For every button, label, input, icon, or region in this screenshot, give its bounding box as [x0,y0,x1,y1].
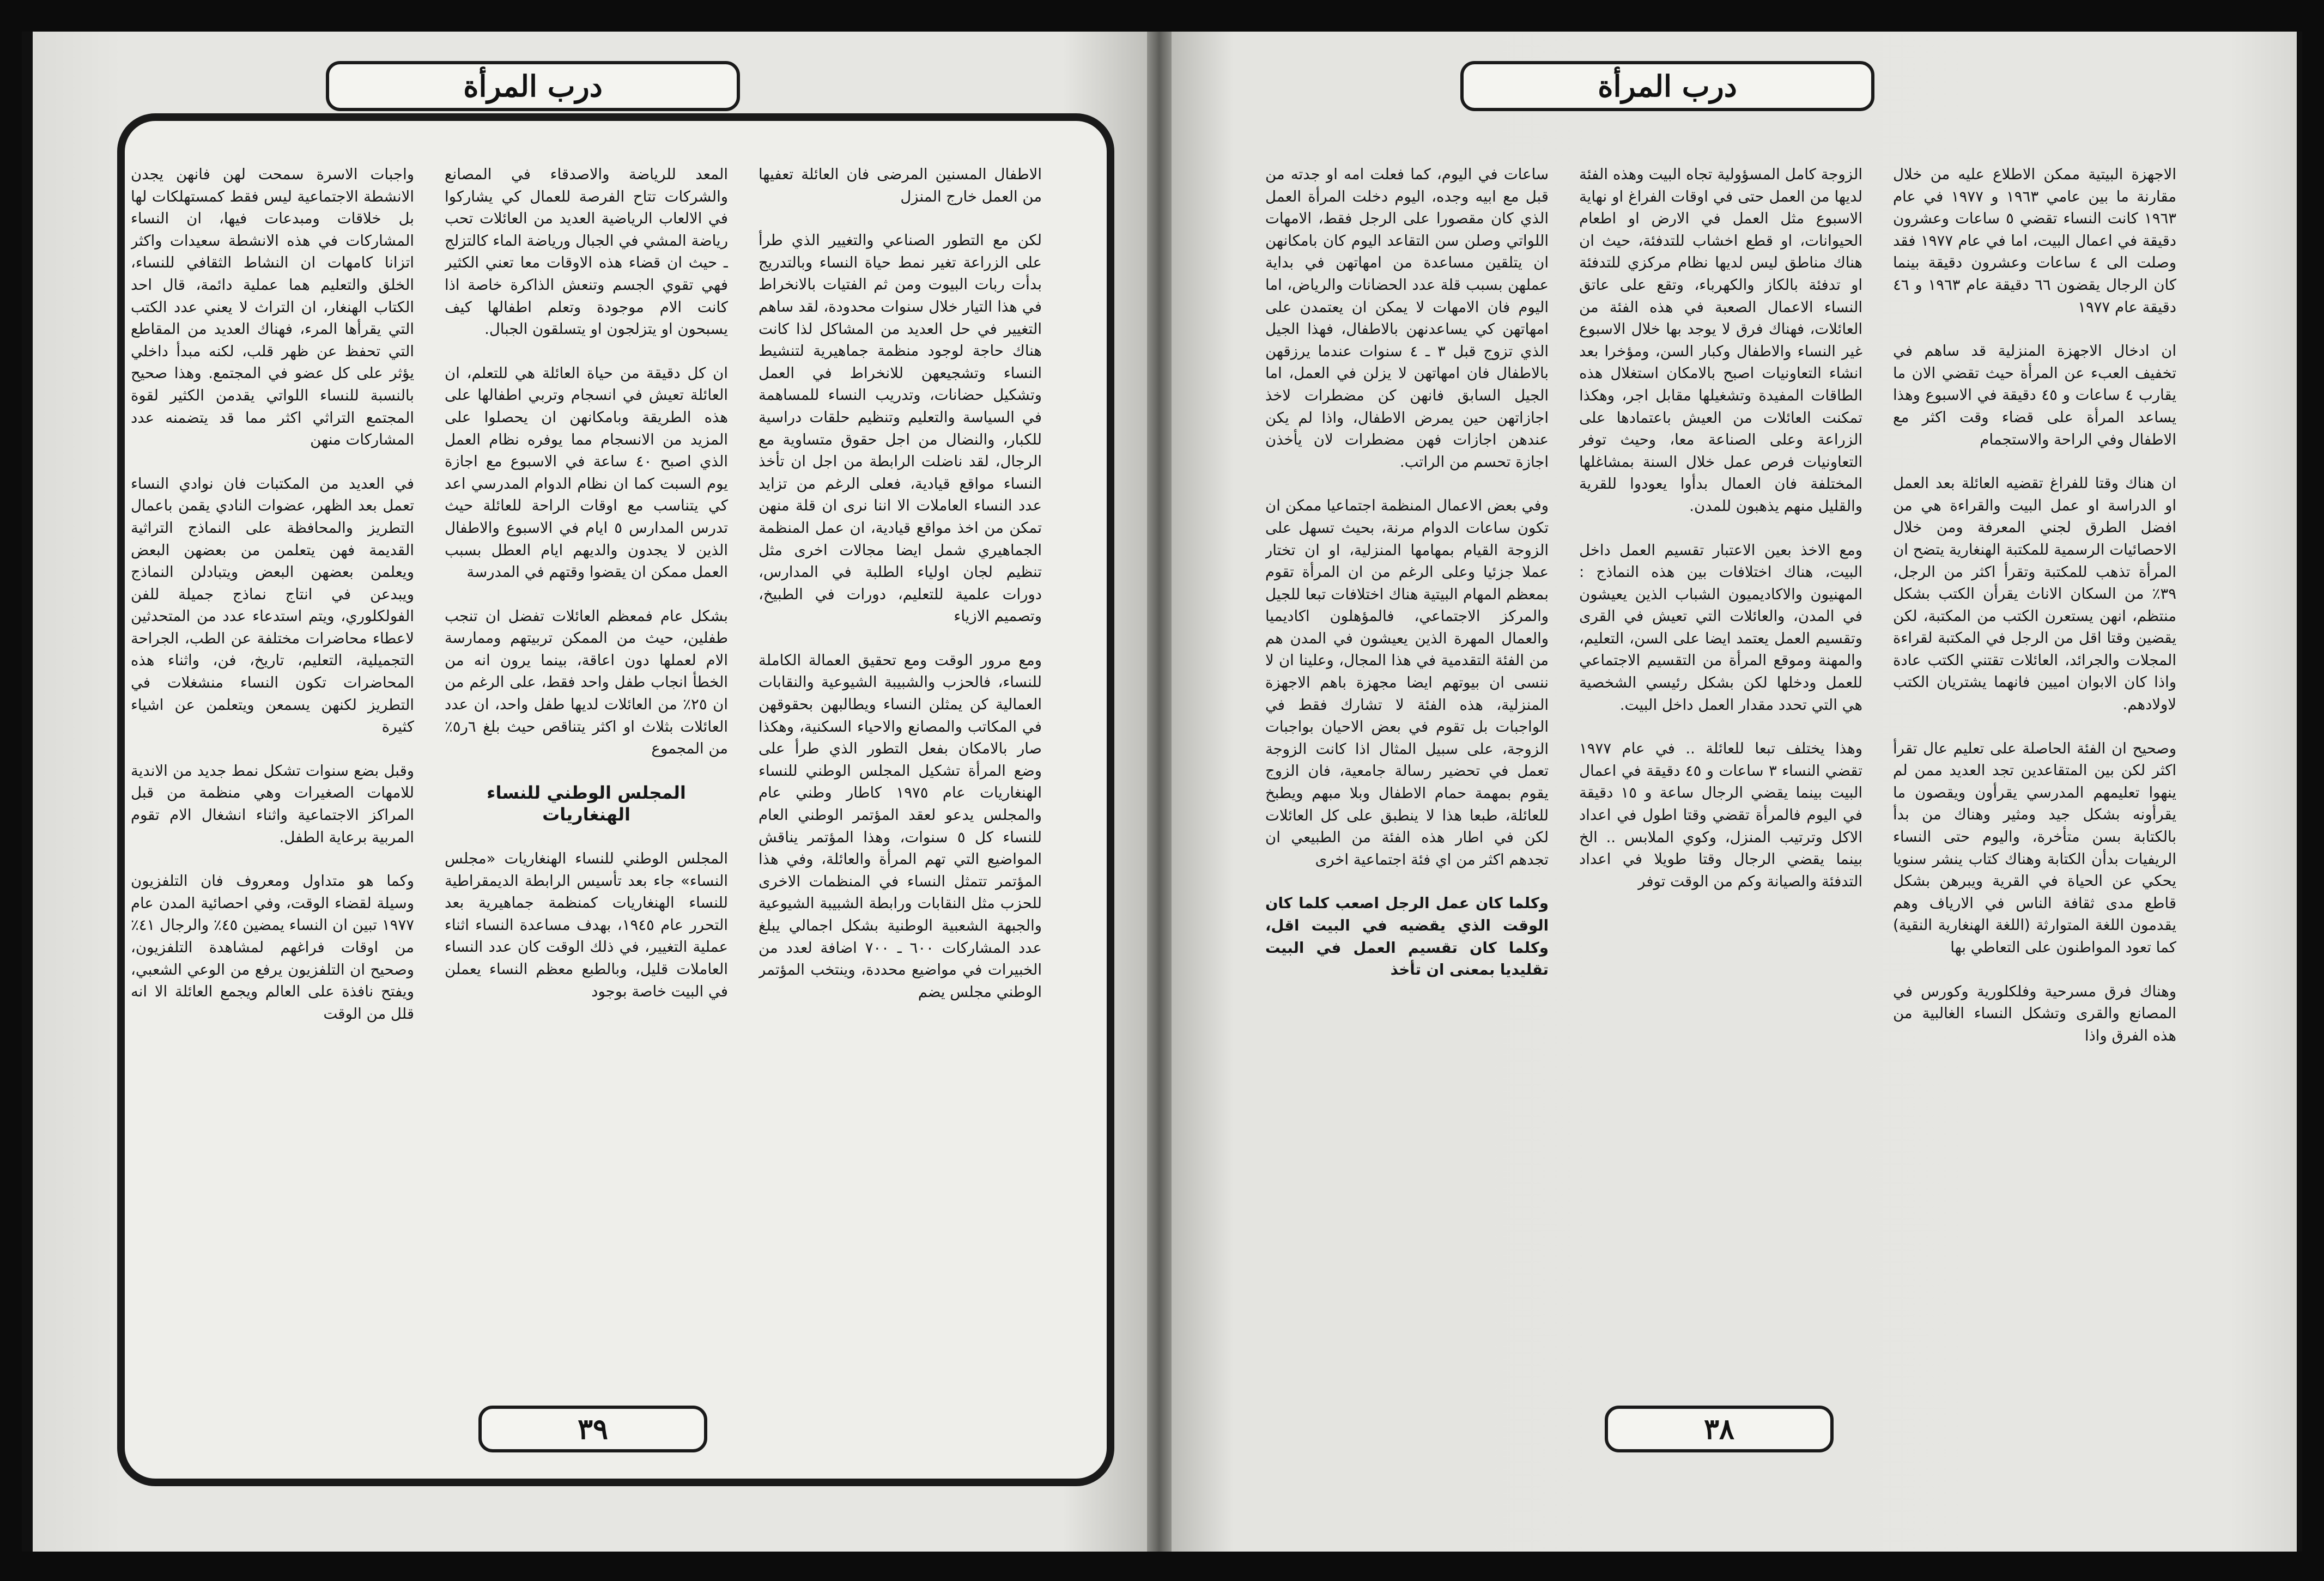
left-page-number: ٣٩ [578,1412,608,1446]
paragraph: ومع مرور الوقت ومع تحقيق العمالة الكاملة للنساء، فالحزب والشبيبة الشيوعية والنقابات العمالية كن يمثلن النساء ويطالبهن بحقوقهن في المكاتب والمصانع والاحياء السكنية، وهكذا صار بالامكان بفعل التطور الذي طرأ على وضع المرأة تشكيل المجلس الوطني للنساء الهنغاريات عام ١٩٧٥ كاطار وطني عام والمجلس يدعو لعقد المؤتمر الوطني العام للنساء كل ٥ سنوات، وهذا المؤتمر يناقش المواضيع التي تهم المرأة والعائلة، وفي هذا المؤتمر تتمثل النساء في المنظمات الاخرى للحزب مثل النقابات ورابطة الشبيبة الشيوعية والجبهة الشعبية الوطنية بشكل اجمالي يبلغ عدد المشاركات ٦٠٠ ـ ٧٠٠ اضافة لعدد من الخبيرات في مواضيع محددة، وينتخب المؤتمر الوطني مجلس يضم [759,651,1042,1001]
book-gutter [1147,32,1172,1552]
paragraph: وفي بعض الاعمال المنظمة اجتماعيا ممكن ان تكون ساعات الدوام مرنة، بحيث تسهل على الزوجة القيام بمهامها المنزلية، او ان تختار عملا جزئيا وعلى الرغم من ان المرأة تقوم بمعظم المهام البيتية هناك اختلافات تبعا للجيل والمركز الاجتماعي، فالمؤهلون اكاديميا والعمال المهرة الذين يعيشون في المدن هم من الفئة التقدمية في هذا المجال، وعلينا ان لا ننسى ان بيوتهم ايضا مجهزة باهم الاجهزة المنزلية، هذه الفئة لا تشارك فقط في الواجبات بل تقوم في بعض الاحيان بواجبات الزوجة، على سبيل المثال اذا كانت الزوجة تعمل في تحضير رسالة جامعية، فان الزوج يقوم بمهمة حمام الاطفال وبلا مبهم ويطبخ للعائلة، طبعا هذا لا ينطبق على كل العائلات لكن في اطار هذه الفئة من الطبيعي ان تجدهم اكثر من اي فئة اجتماعية اخرى [1265,497,1549,868]
right-column-1 [1265,163,1549,1378]
left-page-columns [131,163,1042,1378]
paragraph: واجبات الاسرة سمحت لهن فانهن يجدن الانشطة الاجتماعية ليس فقط كمستهلكات لها بل خلاقات ومبدعات فيها، ان النساء المشاركات في هذه الانشطة سعيدات واكثر اتزانا كامهات ان النشاط الثقافي للنساء، الخلق والتعليم هما عملية دائمة، قال احد الكتاب الهنغار، ان التراث لا يعني عدد الكتب التي يقرأها المرء، فهناك العديد من المقاطع التي تحفظ عن ظهر قلب، لكنه مبدأ داخلي يؤثر على كل عضو في المجتمع. وهذا صحيح بالنسبة للنساء اللواتي يقدمن الكثير لقوة المجتمع التراثي اكثر مما قد يتضمنه عدد المشاركات منهن [131,166,414,449]
left-column-3 [759,163,1042,1378]
paragraph: وصحيح ان الفئة الحاصلة على تعليم عال تقرأ اكثر لكن بين المتقاعدين تجد العديد ممن لم ينهوا تعليمهم المدرسي يقرأون ويقصون ما يقرأونه بشكل جيد ومثير وهناك من بدأ بالكتابة بسن متأخرة، واليوم حتى النساء الريفيات بدأن الكتابة وهناك كتاب ينشر سنويا يحكي عن الحياة في القرية ويبرهن بشكل قاطع مدى ثقافة الناس في الارياف وهم يقدمون اللغة المتوارثة (اللغة الهنغارية النقية) كما تعود المواطنون على التعاطي بها [1893,739,2176,956]
paragraph: المجلس الوطني للنساء الهنغاريات «مجلس النساء» جاء بعد تأسيس الرابطة الديمقراطية للنساء الهنغاريات كمنظمة جماهيرية بعد التحرر عام ١٩٤٥، بهدف مساعدة النساء اثناء عملية التغيير، في ذلك الوقت كان عدد النساء العاملات قليل، وبالطبع معظم النساء يعملن في البيت خاصة بوجود [445,850,728,1000]
left-header-title: درب المرأة [463,69,603,104]
right-column-2 [1579,163,1862,1378]
paragraph: ساعات في اليوم، كما فعلت امه او جدته من قبل مع ابيه وجده، اليوم دخلت المرأة العمل الذي كان مقصورا على الرجل فقط، الامهات اللواتي وصلن سن التقاعد اليوم كان بامكانهن ان يتلقين مساعدة من امهاتهن في بداية عملهن بسبب قلة عدد الحضانات والرياض، اما اليوم فان الامهات لا يمكن ان يعتمدن على امهاتهن كي يساعدنهن بالاطفال، فهذا الجيل الذي تزوج قبل ٣ ـ ٤ سنوات عندما يرزقهن بالاطفال فان امهاتهن لا يزلن في العمل، اما الجيل السابق فانهن كن مضطرات لاخذ اجازاتهن حين يمرض الاطفال، واذا لم يكن عندهن اجازات فهن مضطرات لان يأخذن اجازة تحسم من الراتب. [1265,166,1549,471]
right-page-columns [1265,163,2176,1378]
right-page-number: ٣٨ [1704,1412,1734,1446]
left-header-title-box [326,61,740,111]
left-column-2 [445,163,728,1378]
paragraph: وكما هو متداول ومعروف فان التلفزيون وسيلة لقضاء الوقت، وفي احصائية المدن عام ١٩٧٧ تبين ان النساء يمضين ٤٥٪ والرجال ٤١٪ من اوقات فراغهم لمشاهدة التلفزيون، وصحيح ان التلفزيون يرفع من الوعي الشعبي، ويفتح نافذة على العالم ويجمع العائلة الا انه قلل من الوقت [131,872,414,1023]
left-footer-page-number-box [478,1406,707,1452]
paragraph: المعد للرياضة والاصدقاء في المصانع والشركات تتاح الفرصة للعمال كي يشاركوا في الالعاب الرياضية العديد من العائلات تحب رياضة المشي في الجبال ورياضة الماء كالتزلج ـ حيث ان قضاء هذه الاوقات معا تعني الكثير فهي تقوي الجسم وتنعش الذاكرة خاصة اذا كانت الام موجودة وتعلم اطفالها كيف يسبحون او يتزلجون او يتسلقون الجبال. [445,166,728,338]
paragraph: وهناك فرق مسرحية وفلكلورية وكورس في المصانع والقرى وتشكل النساء الغالبية من هذه الفرق واذا [1893,982,2176,1044]
paragraph: ومع الاخذ بعين الاعتبار تقسيم العمل داخل البيت، هناك اختلافات بين هذه النماذج : المهنيون والاكاديميون الشباب الذين يعيشون في المدن، والعائلات التي تعيش في القرى وتقسيم العمل يعتمد ايضا على السن، التعليم، والمهنة وموقع المرأة من التقسيم الاجتماعي للعمل ودخلها لكن بشكل رئيسي الشخصية هي التي تحدد مقدار العمل داخل البيت. [1579,541,1862,714]
paragraph: بشكل عام فمعظم العائلات تفضل ان تنجب طفلين، حيث من الممكن تربيتهم وممارسة الام لعملها دون اعاقة، بينما يرون انه من الخطأ انجاب طفل واحد فقط، على الرغم من ان ٢٥٪ من العائلات لديها طفل واحد، ان عدد العائلات بثلاث او اكثر يتناقص حيث بلغ ٦ر٥٪ من المجموع [445,607,728,758]
paragraph: وهذا يختلف تبعا للعائلة .. في عام ١٩٧٧ تقضي النساء ٣ ساعات و ٤٥ دقيقة في اعمال البيت بينما يقضي الرجال ساعة و ١٥ دقيقة في اليوم فالمرأة تقضي وقتا اطول في اعداد الاكل وترتيب المنزل، وكوي الملابس .. الخ بينما يقضي الرجال وقتا طويلا في اعداد التدفئة والصيانة وكم من الوقت توفر [1579,740,1862,890]
paragraph: ان كل دقيقة من حياة العائلة هي للتعلم، ان العائلة تعيش في انسجام وتربي اطفالها على هذه الطريقة وبامكانهن ان يحصلوا على المزيد من الانسجام مما يوفره نظام العمل الذي اصبح ٤٠ ساعة في الاسبوع مع اجازة يوم السبت كما ان نظام الدوام المدرسي اعد كي يتناسب مع اوقات الراحة للعائلة حيث تدرس المدارس ٥ ايام في الاسبوع والاطفال الذين لا يجدون والديهم ايام العطل بسبب العمل ممكن ان يقضوا وقتهم في المدرسة [445,364,728,581]
right-header-title: درب المرأة [1598,69,1737,104]
paragraph: لكن مع التطور الصناعي والتغيير الذي طرأ على الزراعة تغير نمط حياة النساء وبالتدريج بدأت ربات البيوت ومن ثم الفتيات بالانخراط في هذا التيار خلال سنوات محدودة، لقد ساهم التغيير في حل العديد من المشاكل لذا كانت هناك حاجة لوجود منظمة جماهيرية لتنشيط النساء وتشجيعهن للانخراط في العمل وتشكيل حضانات، وتدريب النساء للمساهمة في السياسة والتعليم وتنظيم حلقات دراسية للكبار، والنضال من اجل حقوق متساوية مع الرجال، لقد ناضلت الرابطة من اجل ان تأخذ النساء مواقع قيادية، فعلى الرغم من تزايد عدد النساء العاملات الا اننا نرى ان قلة منهن تمكن من اخذ مواقع قيادية، ان عمل المنظمة الجماهيري شمل ايضا مجالات اخرى مثل تنظيم لجان اولياء الطلبة في المدارس، دورات علمية للتعليم، دورات في الطبيخ، وتصميم الازياء [759,232,1042,625]
paragraph: في العديد من المكتبات فان نوادي النساء تعمل بعد الظهر، عضوات النادي يقمن باعمال التطريز والمحافظة على النماذج التراثية القديمة فهن يتعلمن من بعضهن البعض ويعلمن بعضهن البعض ويتبادلن النماذج ويبدعن في انتاج نماذج جميلة للفن الفولكلوري، ويتم استدعاء عدد من المتحدثين لاعطاء محاضرات مختلفة عن الطب، الجراحة التجميلية، التعليم، تاريخ، فن، واثناء هذه المحاضرات تكون النساء منشغلات في التطريز لكنهن يسمعن ويتعلمن عن اشياء كثيرة [131,475,414,736]
paragraph: ان ادخال الاجهزة المنزلية قد ساهم في تخفيف العبء عن المرأة حيث تقضي الان ما يقارب ٤ ساعات و ٤٥ دقيقة في الاسبوع وهذا يساعد المرأة على قضاء وقت اكثر مع الاطفال وفي الراحة والاستجمام [1893,342,2176,448]
left-column-1 [131,163,414,1378]
paragraph: الاطفال المسنين المرضى فان العائلة تعفيها من العمل خارج المنزل [759,166,1042,205]
right-column-3 [1893,163,2176,1378]
paragraph: وقبل بضع سنوات تشكل نمط جديد من الاندية للامهات الصغيرات وهي منظمة من قبل المراكز الاجتماعية واثناء انشغال الام تقوم المربية برعاية الطفل. [131,762,414,846]
paragraph: الاجهزة البيتية ممكن الاطلاع عليه من خلال مقارنة ما بين عامي ١٩٦٣ و ١٩٧٧ في عام ١٩٦٣ كانت النساء تقضي ٥ ساعات وعشرون دقيقة في اعمال البيت، اما في عام ١٩٧٧ فقد وصلت الى ٤ ساعات وعشرون دقيقة بينما كان الرجال يقضون ٦٦ دقيقة عام ١٩٦٣ و ٤٦ دقيقة عام ١٩٧٧ [1893,166,2176,316]
right-header-title-box [1460,61,1874,111]
right-footer-page-number-box [1605,1406,1834,1452]
paragraph: الزوجة كامل المسؤولية تجاه البيت وهذه الفئة لديها من العمل حتى في اوقات الفراغ او نهاية الاسبوع مثل العمل في الارض او اطعام الحيوانات، او قطع اخشاب للتدفئة، حيث ان هناك مناطق ليس لديها نظام مركزي للتدفئة او تدفئة بالكاز والكهرباء، وتقع على عاتق النساء الاعمال الصعبة في هذه الفئة من العائلات، فهناك فرق لا يوجد بها خلال الاسبوع غير النساء والاطفال وكبار السن، ومؤخرا بعد انشاء التعاونيات اصبح بالامكان استغلال هذه الطاقات المفيدة وتشغيلها مقابل اجر، وهكذا تمكنت العائلات من العيش باعتمادها على الزراعة وعلى الصناعة معا، وحيث توفر التعاونيات فرص عمل خلال السنة بمشاغلها المختلفة فان العمال بدأوا يعودوا للقرية والقليل منهم يذهبون للمدن. [1579,166,1862,515]
bold-paragraph: وكلما كان عمل الرجل اصعب كلما كان الوقت الذي يقضيه في البيت اقل، وكلما كان تقسيم العمل في البيت تقليديا بمعنى ان تأخذ [1265,895,1549,979]
section-heading: المجلس الوطني للنساء الهنغاريات [487,782,686,825]
paragraph: ان هناك وقتا للفراغ تقضيه العائلة بعد العمل او الدراسة او عمل البيت والقراءة هي من افضل الطرق لجني المعرفة ومن خلال الاحصائيات الرسمية للمكتبة الهنغارية يتضح ان المرأة تذهب للمكتبة وتقرأ اكثر من الرجل، ٣٩٪ من السكان الاناث يقرأن الكتب بشكل منتظم، انهن يستعرن الكتب من المكتبة، لكن يقضين وقتا اقل من الرجل في المكتبة لقراءة المجلات والجرائد، العائلات تقتني الكتب عادة واذا كان الابوان اميين فانهما يشتريان الكتب لاولادهم. [1893,475,2176,714]
